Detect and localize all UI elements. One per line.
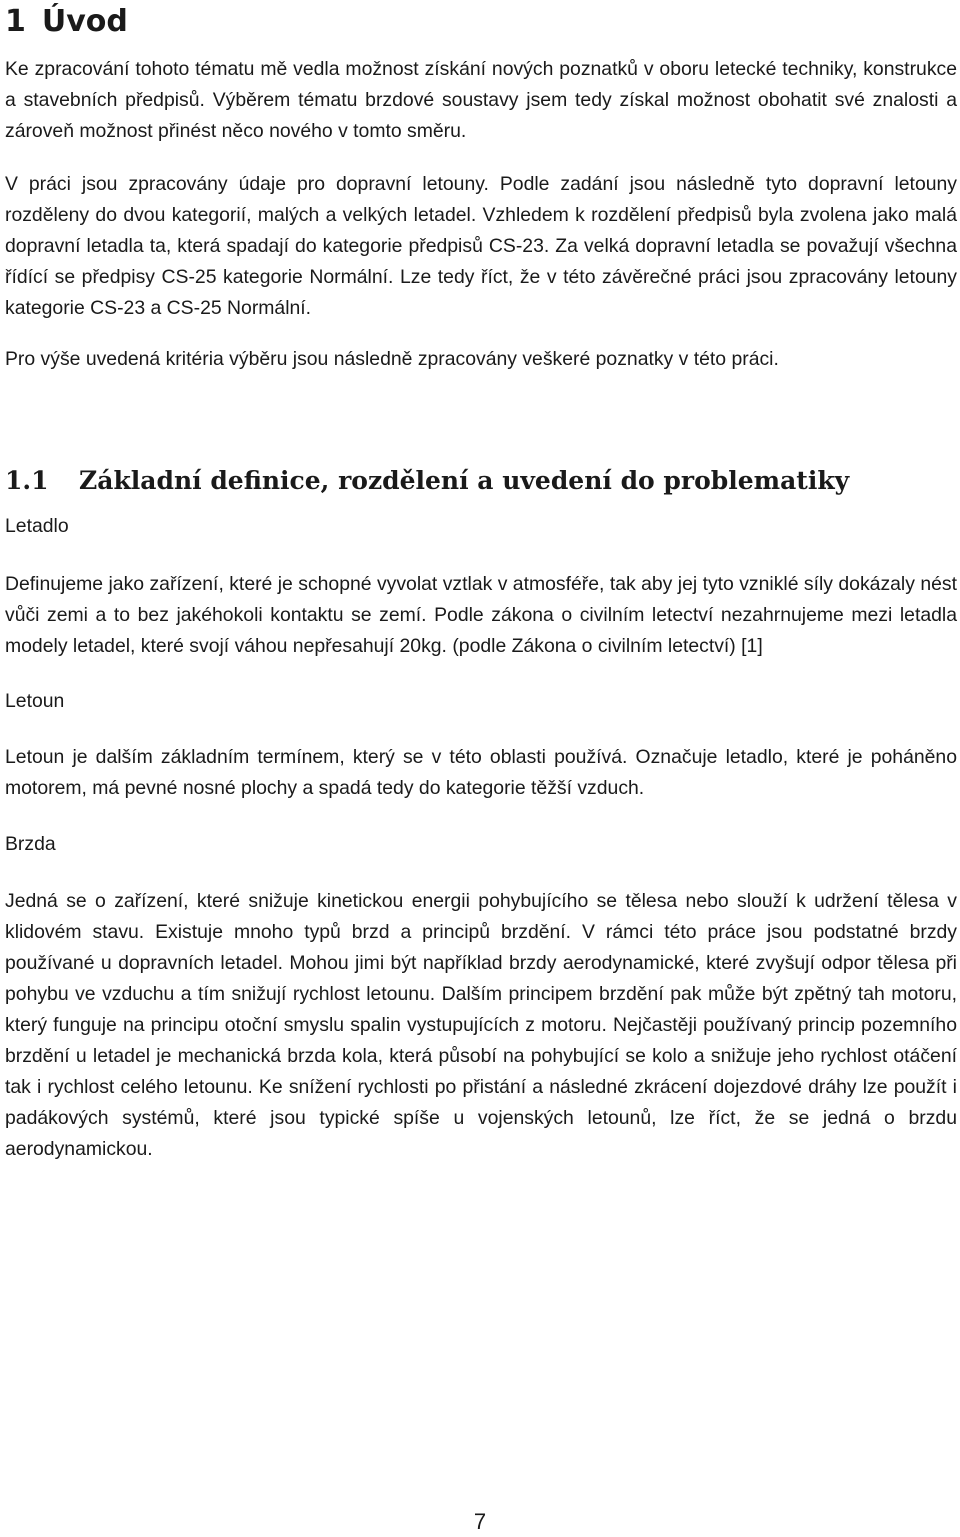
page-number: 7: [473, 1509, 487, 1534]
section-number: 1.1: [5, 466, 49, 495]
term-definition-letoun: Letoun je dalším základním termínem, který se v této oblasti používá. Označuje letadlo, které je poháněno motorem, má pevné nosné plochy a spadá tedy do kategorie těžší vzduch.: [5, 746, 957, 799]
intro-paragraph-1: Ke zpracování tohoto tématu mě vedla možnost získání nových poznatků v oboru letecké techniky, konstrukce a stavebních předpisů. Výběrem tématu brzdové soustavy jsem tedy získal možnost obohatit své znalosti a zároveň možnost přinést něco nového v tomto směru.: [5, 58, 957, 142]
term-heading-letadlo: Letadlo: [5, 515, 69, 537]
chapter-title: Úvod: [41, 4, 128, 39]
chapter-heading: [5, 0, 957, 42]
intro-paragraph-2: V práci jsou zpracovány údaje pro dopravní letouny. Podle zadání jsou následně tyto dopravní letouny rozděleny do dvou kategorií, malých a velkých letadel. Vzhledem k rozdělení předpisů byla zvolena jako malá dopravní letadla ta, která spadají do kategorie předpisů CS-23. Za velká dopravní letadla se považují všechna řídící se předpisy CS-25 kategorie Normální. Lze tedy říct, že v této závěrečné práci jsou zpracovány letouny kategorie CS-23 a CS-25 Normální.: [5, 173, 957, 319]
section-heading: [5, 464, 957, 498]
term-heading-brzda: Brzda: [5, 833, 56, 855]
intro-paragraph-3: Pro výše uvedená kritéria výběru jsou následně zpracovány veškeré poznatky v této práci.: [5, 348, 779, 370]
chapter-number: 1: [5, 4, 26, 39]
document-page: [5, 0, 957, 1165]
term-definition-letadlo: Definujeme jako zařízení, které je schopné vyvolat vztlak v atmosféře, tak aby jej tyto vzniklé síly dokázaly nést vůči zemi a to bez jakéhokoli kontaktu se zemí. Podle zákona o civilním letectví nezahrnujeme mezi letadla modely letadel, které svojí váhou nepřesahují 20kg. (podle Zákona o civilním letectví) [1]: [5, 573, 957, 657]
section-title: Základní definice, rozdělení a uvedení do problematiky: [79, 466, 850, 495]
term-definition-brzda: Jedná se o zařízení, které snižuje kinetickou energii pohybujícího se tělesa nebo slouží k udržení tělesa v klidovém stavu. Existuje mnoho typů brzd a principů brzdění. V rámci této práce jsou podstatné brzdy používané u dopravních letadel. Mohou jimi být například brzdy aerodynamické, které zvyšují odpor tělesa při pohybu ve vzduchu a tím snižují rychlost letounu. Dalším principem brzdění pak může být zpětný tah motoru, který funguje na principu otoční smyslu spalin vystupujících z motoru. Nejčastěji používaný princip pozemního brzdění u letadel je mechanická brzda kola, která působí na pohybující se kolo a snižuje jeho rychlost otáčení tak i rychlost celého letounu. Ke snížení rychlosti po přistání a následné zkrácení dojezdové dráhy lze použít i padákových systémů, které jsou typické spíše u vojenských letounů, lze říct, že se jedná o brzdu aerodynamickou.: [5, 890, 957, 1160]
term-heading-letoun: Letoun: [5, 690, 65, 712]
